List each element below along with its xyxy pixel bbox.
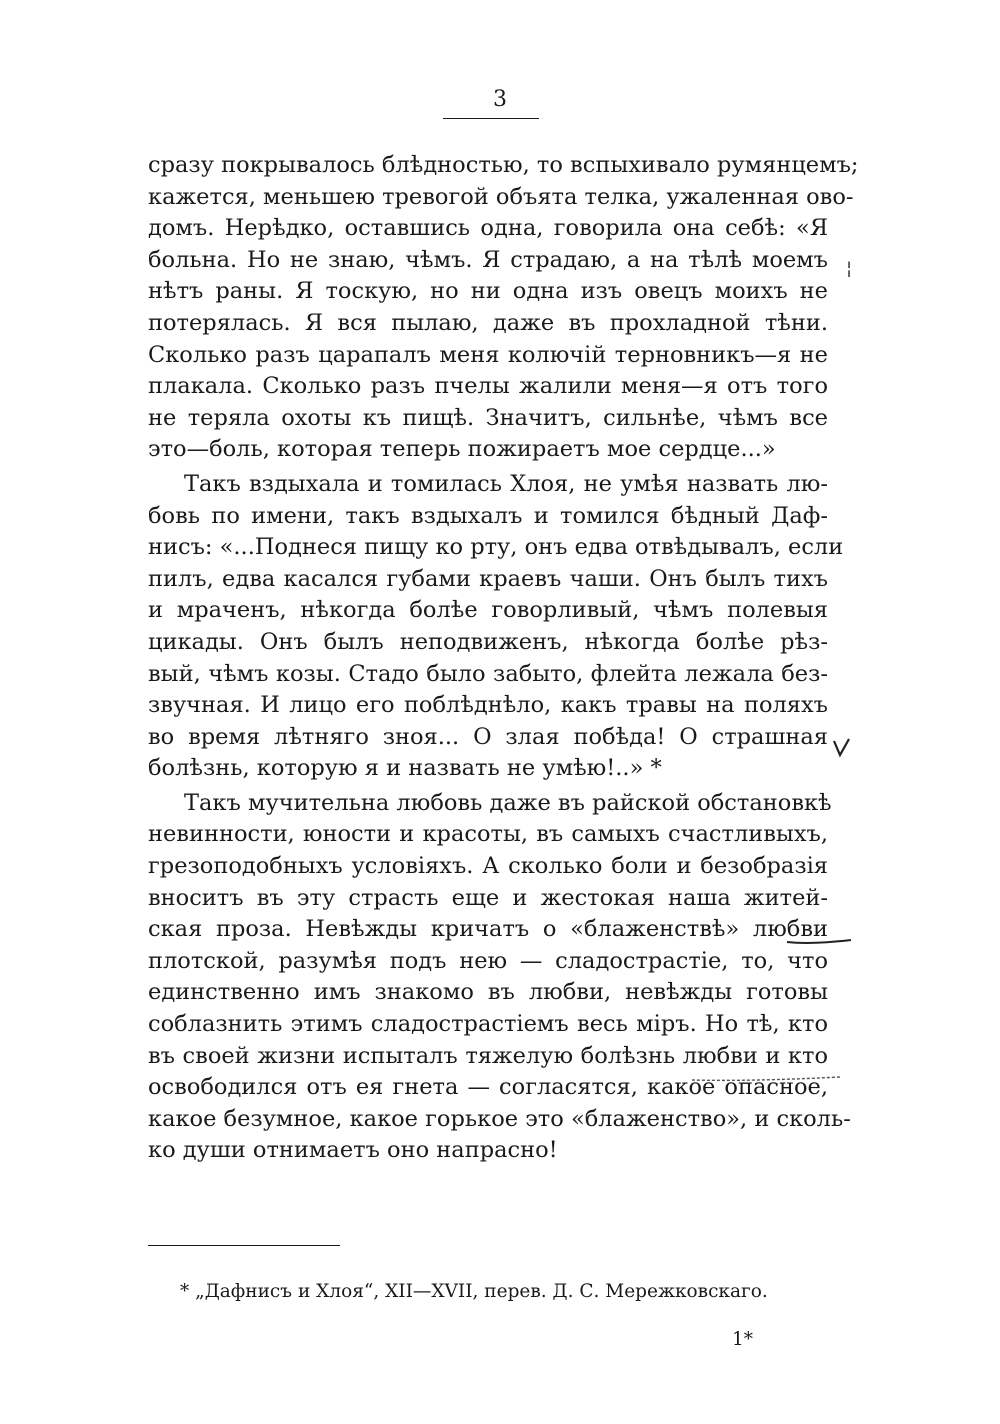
text-line: не теряла охоты къ пищѣ. Значитъ, сильнѣе, чѣмъ все xyxy=(148,404,828,431)
text-line: единственно имъ знакомо въ любви, невѣжды готовы xyxy=(148,979,828,1006)
text-line: это—боль, которая теперь пожираетъ мое сердце...» xyxy=(148,436,776,463)
text-line: невинности, юности и красоты, въ самыхъ счастливыхъ, xyxy=(148,821,828,848)
paragraph-1 xyxy=(148,150,859,466)
text-line: кажется, меньшею тревогой объята телка, ужаленная ово- xyxy=(148,183,854,210)
text-line: плотской, разумѣя подъ нею — сладострастіе, то, что xyxy=(148,947,828,974)
text-line: нѣтъ раны. Я тоскую, но ни одна изъ овецъ моихъ не xyxy=(148,278,828,305)
text-line: потерялась. Я вся пылаю, даже въ прохладной тѣни. xyxy=(148,309,828,336)
footnote-rule xyxy=(148,1245,340,1246)
margin-tick-mark: ¦ xyxy=(846,258,853,279)
margin-underline-mark xyxy=(690,1072,860,1088)
text-line: домъ. Нерѣдко, оставшись одна, говорила она себѣ: «Я xyxy=(148,215,828,242)
text-line: грезоподобныхъ условіяхъ. А сколько боли и безобразія xyxy=(148,853,828,880)
text-line: Сколько разъ царапалъ меня колючій терновникъ—я не xyxy=(148,341,828,368)
signature-mark: 1* xyxy=(732,1329,754,1350)
text-line: больна. Но не знаю, чѣмъ. Я страдаю, а на тѣлѣ моемъ xyxy=(148,246,828,273)
text-line: соблазнить этимъ сладострастіемъ весь міръ. Но тѣ, кто xyxy=(148,1011,828,1038)
text-line: нисъ: «...Поднеся пищу ко рту, онъ едва отвѣдывалъ, если xyxy=(148,534,844,561)
text-line: плакала. Сколько разъ пчелы жалили меня—я отъ того xyxy=(148,373,828,400)
margin-underline-mark xyxy=(785,930,855,950)
text-line: цикады. Онъ былъ неподвиженъ, нѣкогда болѣе рѣз- xyxy=(148,628,828,655)
paragraph-3 xyxy=(148,788,851,1167)
body-text xyxy=(148,150,859,1170)
paragraph-2 xyxy=(148,469,844,785)
text-line: въ своей жизни испыталъ тяжелую болѣзнь любви и кто xyxy=(148,1042,828,1069)
text-line: и мраченъ, нѣкогда болѣе говорливый, чѣмъ полевыя xyxy=(148,597,828,624)
text-line: звучная. И лицо его поблѣднѣло, какъ травы на поляхъ xyxy=(148,692,828,719)
text-line: ко души отнимаетъ оно напрасно! xyxy=(148,1137,558,1164)
footnote: * „Дафнисъ и Хлоя“, XII—XVII, перев. Д. С. Мережковскаго. xyxy=(180,1281,768,1302)
page-number-rule xyxy=(443,118,539,119)
text-line: бовь по имени, такъ вздыхалъ и томился бѣдный Даф- xyxy=(148,502,828,529)
text-line: Такъ мучительна любовь даже въ райской обстановкѣ xyxy=(184,789,832,816)
text-line: освободился отъ ея гнета — согласятся, какое опасное, xyxy=(148,1074,828,1101)
text-line: сразу покрывалось блѣдностью, то вспыхивало румянцемъ; xyxy=(148,152,859,178)
text-line: какое безумное, какое горькое это «блаженство», и сколь- xyxy=(148,1105,851,1132)
margin-check-mark xyxy=(832,737,852,759)
text-line: ская проза. Невѣжды кричатъ о «блаженствѣ» любви xyxy=(148,916,828,943)
text-line: пилъ, едва касался губами краевъ чаши. Онъ былъ тихъ xyxy=(148,565,828,592)
text-line: вноситъ въ эту страсть еще и жестокая наша житей- xyxy=(148,884,828,911)
text-line: вый, чѣмъ козы. Стадо было забыто, флейта лежала без- xyxy=(148,660,828,687)
text-line: болѣзнь, которую я и назвать не умѣю!..» * xyxy=(148,755,662,782)
text-line: Такъ вздыхала и томилась Хлоя, не умѣя назвать лю- xyxy=(184,470,828,497)
page-number: 3 xyxy=(493,87,507,112)
text-line: во время лѣтняго зноя... О злая побѣда! О страшная xyxy=(148,723,828,750)
